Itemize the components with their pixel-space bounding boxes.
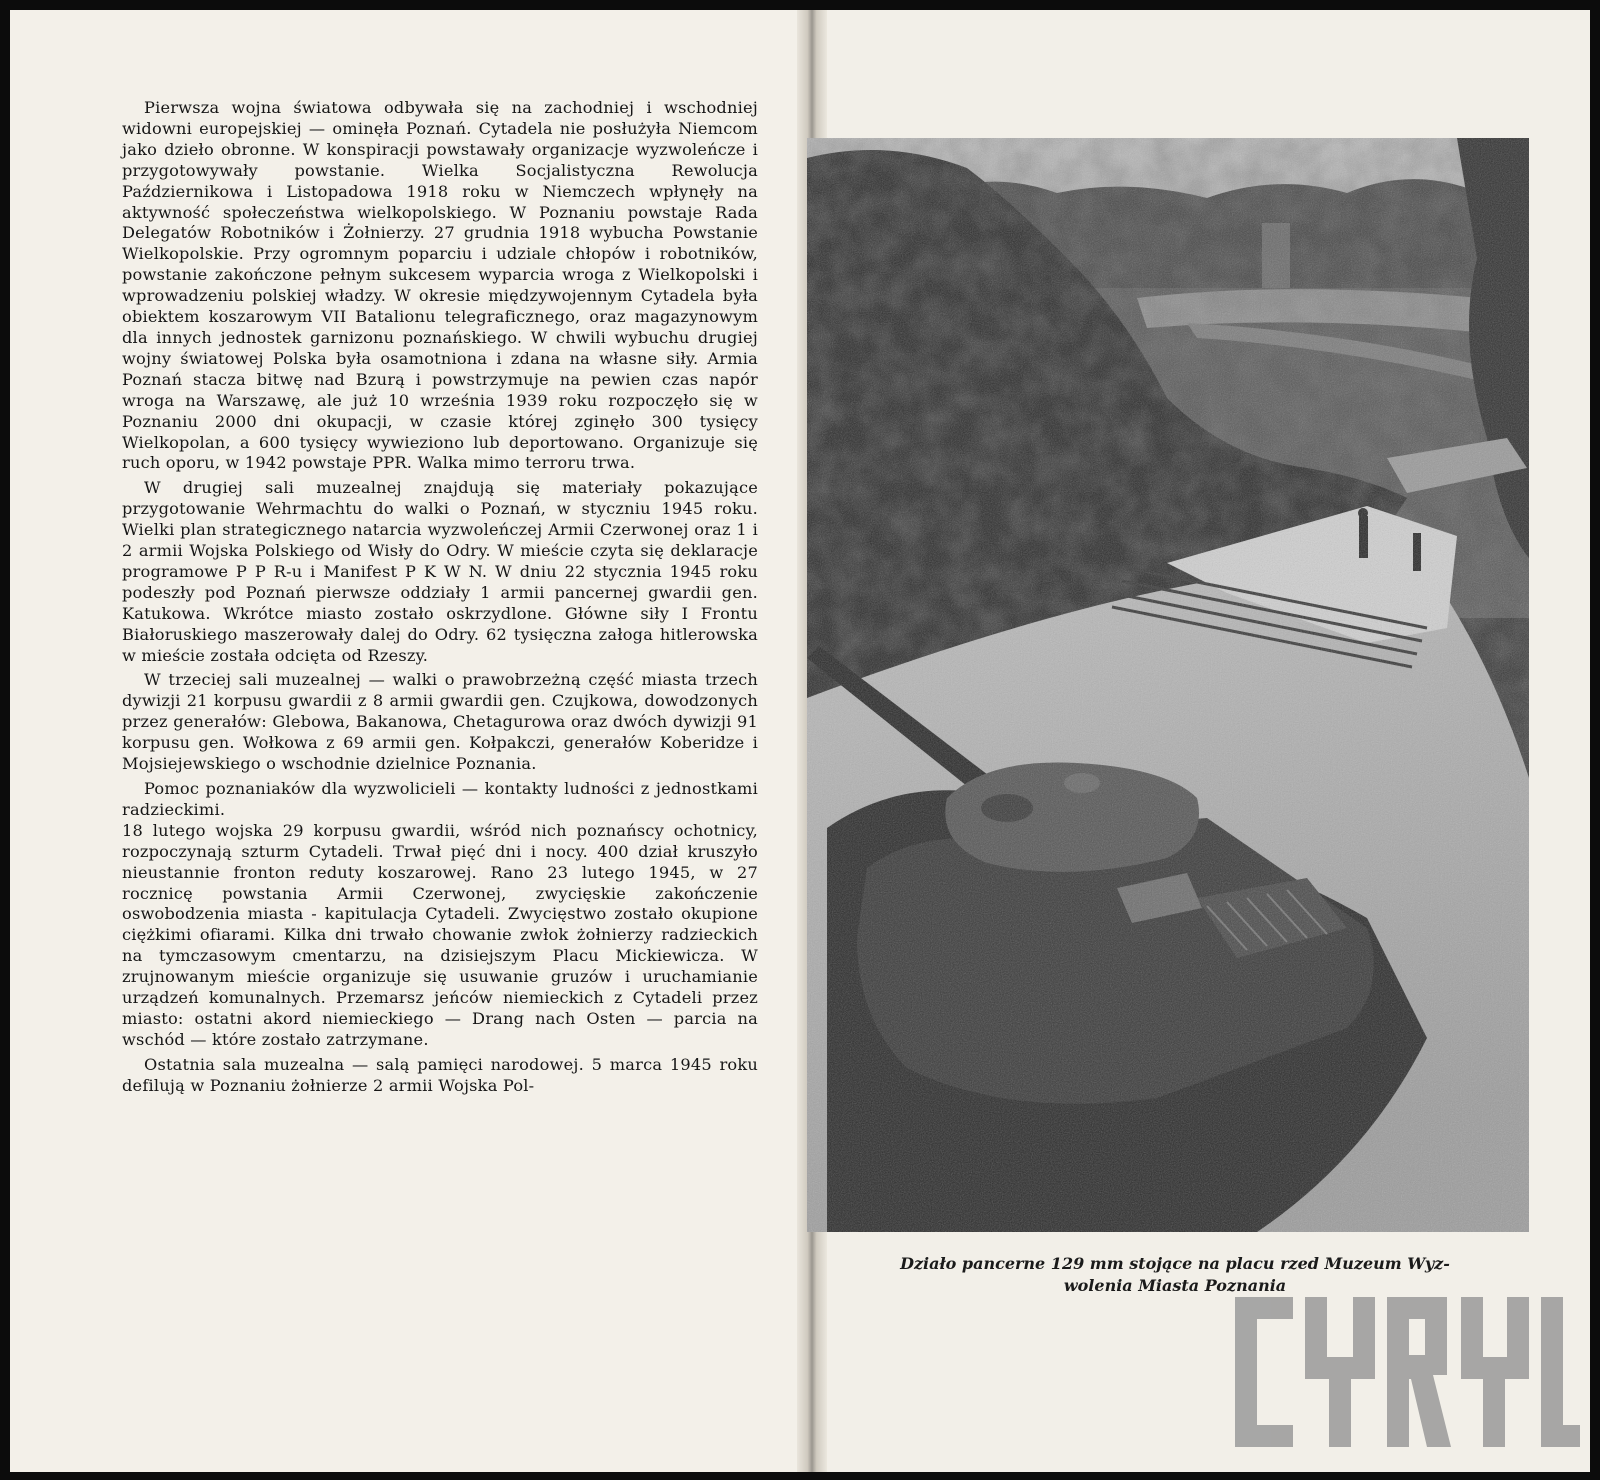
paragraph-3: W trzeciej sali muzealnej — walki o prawobrzeżną część miasta trzech dywizji 21 korpusu gwardii z 8 armii gwardii gen. Czujkowa, dowodzonych przez generałów: Glebowa, Bakanowa, Chetagurowa oraz dwóch dywizji 91 korpusu gen. Wołkowa z 69 armii gen. Kołpakczi, generałów Koberidze i Mojsiejewskiego o wschodnie dzielnice Poznania. [122,670,758,774]
paragraph-6: Ostatnia sala muzealna — salą pamięci narodowej. 5 marca 1945 roku defilują w Poznaniu żołnierze 2 armii Wojska Pol- [122,1054,758,1095]
paragraph-1: Pierwsza wojna światowa odbywała się na zachodniej i wschodniej widowni europejskiej — ominęła Poznań. Cytadela nie posłużyła Niemcom jako dzieło obronne. W konspiracji powstawały organizacje wyzwoleńcze i przygotowywały powstanie. Wielka Socjalistyczna Rewolucja Październikowa i Listopadowa 1918 roku w Niemczech wpłynęły na aktywność społeczeństwa wielkopolskiego. W Poznaniu powstaje Rada Delegatów Robotników i Żołnierzy. 27 grudnia 1918 wybucha Powstanie Wielkopolskie. Przy ogromnym poparciu i udziale chłopów i robotników, powstanie zakończone pełnym sukcesem wyparcia wroga z Wielkopolski i wprowadzeniu polskiej władzy. W okresie międzywojennym Cytadela była obiektem koszarowym VII Batalionu telegraficznego, oraz magazynowym dla innych jednostek garnizonu poznańskiego. W chwili wybuchu drugiej wojny światowej Polska była osamotniona i zdana na własne siły. Armia Poznań stacza bitwę nad Bzurą i powstrzymuje na pewien czas napór wroga na Warszawę, ale już 10 września 1939 roku rozpoczęło się w Poznaniu 2000 dni okupacji, w czasie której zginęło 300 tysięcy Wielkopolan, a 600 tysięcy wywieziono lub deportowano. Organizuje się ruch oporu, w 1942 powstaje PPR. Walka mimo terroru trwa. [122,98,758,473]
caption-line-2: wolenia Miasta Poznania [1063,1276,1287,1295]
book-spread [10,10,1590,1472]
caption-line-1: Działo pancerne 129 mm stojące na placu rzed Muzeum Wyz- [900,1254,1450,1273]
tank-photo [807,138,1529,1232]
cyryl-watermark [1235,1297,1580,1447]
paragraph-5: 18 lutego wojska 29 korpusu gwardii, wśród nich poznańscy ochotnicy, rozpoczynają szturm Cytadeli. Trwał pięć dni i nocy. 400 dział kruszyło nieustannie fronton reduty koszarowej. Rano 23 lutego 1945, w 27 rocznicę powstania Armii Czerwonej, zwycięskie zakończenie oswobodzenia miasta - kapitulacja Cytadeli. Zwycięstwo zostało okupione ciężkimi ofiarami. Kilka dni trwało chowanie zwłok żołnierzy radzieckich na tymczasowym cmentarzu, na dzisiejszym Placu Mickiewicza. W zrujnowanym mieście organizuje się usuwanie gruzów i uruchamianie urządzeń komunalnych. Przemarsz jeńców niemieckich z Cytadeli przez miasto: ostatni akord niemieckiego — Drang nach Osten — parcia na wschód — które zostało zatrzymane. [122,820,758,1049]
tank-photo-icon [807,138,1529,1232]
body-text [122,98,758,1097]
cyryl-logo-icon [1235,1297,1580,1447]
paragraph-2: W drugiej sali muzealnej znajdują się materiały pokazujące przygotowanie Wehrmachtu do walki o Poznań, w styczniu 1945 roku. Wielki plan strategicznego natarcia wyzwoleńczej Armii Czerwonej oraz 1 i 2 armii Wojska Polskiego od Wisły do Odry. W mieście czyta się deklaracje programowe P P R-u i Manifest P K W N. W dniu 22 stycznia 1945 roku podeszły pod Poznań pierwsze oddziały 1 armii pancernej gwardii gen. Katukowa. Wkrótce miasto zostało oskrzydlone. Główne siły I Frontu Białoruskiego maszerowały dalej do Odry. 62 tysięczna załoga hitlerowska w mieście została odcięta od Rzeszy. [122,478,758,665]
paragraph-4: Pomoc poznaniaków dla wyzwolicieli — kontakty ludności z jednostkami radzieckimi. [122,779,758,819]
left-page [10,10,803,1472]
photo-caption [855,1253,1495,1297]
